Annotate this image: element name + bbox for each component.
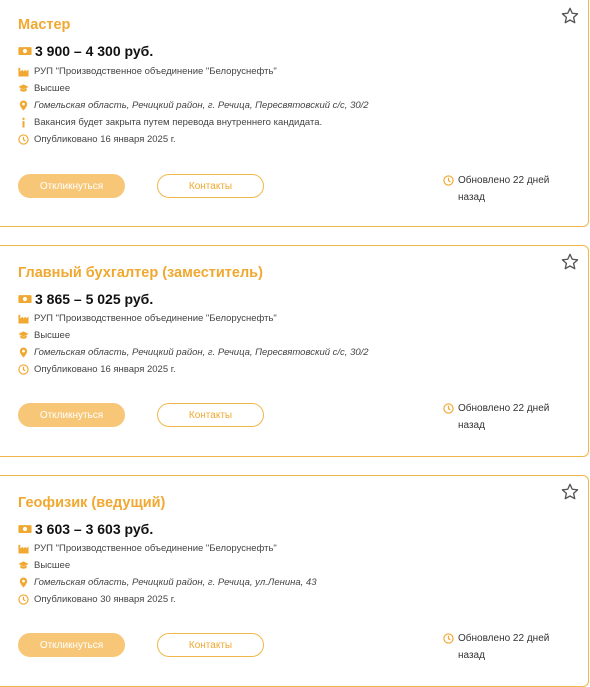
clock-icon	[18, 594, 29, 605]
education-row: Высшее	[18, 330, 70, 341]
location-row: Гомельская область, Речицкий район, г. Речица, Пересвятовский с/с, 30/2	[18, 100, 369, 111]
updated-info: Обновлено 22 дней назад	[443, 630, 563, 664]
location-pin-icon	[18, 347, 29, 358]
vacancy-salary: 3 603 – 3 603 руб.	[18, 521, 153, 537]
company-row: РУП "Производственное объединение "Белоруснефть"	[18, 66, 277, 77]
money-icon	[18, 45, 32, 57]
location-row: Гомельская область, Речицкий район, г. Речица, Пересвятовский с/с, 30/2	[18, 347, 369, 358]
graduation-cap-icon	[18, 330, 29, 341]
info-icon	[18, 117, 29, 128]
company-row: РУП "Производственное объединение "Белоруснефть"	[18, 543, 277, 554]
clock-icon	[443, 633, 454, 644]
location-row: Гомельская область, Речицкий район, г. Речица, ул.Ленина, 43	[18, 577, 316, 588]
favorite-star-icon[interactable]	[560, 252, 580, 272]
clock-icon	[18, 364, 29, 375]
money-icon	[18, 523, 32, 535]
vacancy-salary: 3 900 – 4 300 руб.	[18, 43, 153, 59]
graduation-cap-icon	[18, 560, 29, 571]
favorite-star-icon[interactable]	[560, 6, 580, 26]
vacancy-card	[0, 475, 589, 687]
note-row: Вакансия будет закрыта путем перевода внутреннего кандидата.	[18, 117, 322, 128]
graduation-cap-icon	[18, 83, 29, 94]
vacancy-title[interactable]: Геофизик (ведущий)	[18, 495, 166, 511]
published-row: Опубликовано 16 января 2025 г.	[18, 134, 176, 145]
updated-info: Обновлено 22 дней назад	[443, 172, 563, 206]
vacancy-salary: 3 865 – 5 025 руб.	[18, 291, 153, 307]
factory-icon	[18, 313, 29, 324]
clock-icon	[18, 134, 29, 145]
location-pin-icon	[18, 100, 29, 111]
factory-icon	[18, 66, 29, 77]
contacts-button[interactable]: Контакты	[157, 633, 264, 657]
education-row: Высшее	[18, 560, 70, 571]
apply-button[interactable]: Откликнуться	[18, 633, 125, 657]
favorite-star-icon[interactable]	[560, 482, 580, 502]
apply-button[interactable]: Откликнуться	[18, 174, 125, 198]
vacancy-card	[0, 245, 589, 457]
vacancy-card	[0, 0, 589, 227]
clock-icon	[443, 175, 454, 186]
education-row: Высшее	[18, 83, 70, 94]
published-row: Опубликовано 16 января 2025 г.	[18, 364, 176, 375]
vacancy-title[interactable]: Мастер	[18, 17, 71, 33]
money-icon	[18, 293, 32, 305]
updated-info: Обновлено 22 дней назад	[443, 400, 563, 434]
published-row: Опубликовано 30 января 2025 г.	[18, 594, 176, 605]
factory-icon	[18, 543, 29, 554]
clock-icon	[443, 403, 454, 414]
location-pin-icon	[18, 577, 29, 588]
apply-button[interactable]: Откликнуться	[18, 403, 125, 427]
company-row: РУП "Производственное объединение "Белоруснефть"	[18, 313, 277, 324]
contacts-button[interactable]: Контакты	[157, 403, 264, 427]
contacts-button[interactable]: Контакты	[157, 174, 264, 198]
vacancy-title[interactable]: Главный бухгалтер (заместитель)	[18, 265, 263, 281]
